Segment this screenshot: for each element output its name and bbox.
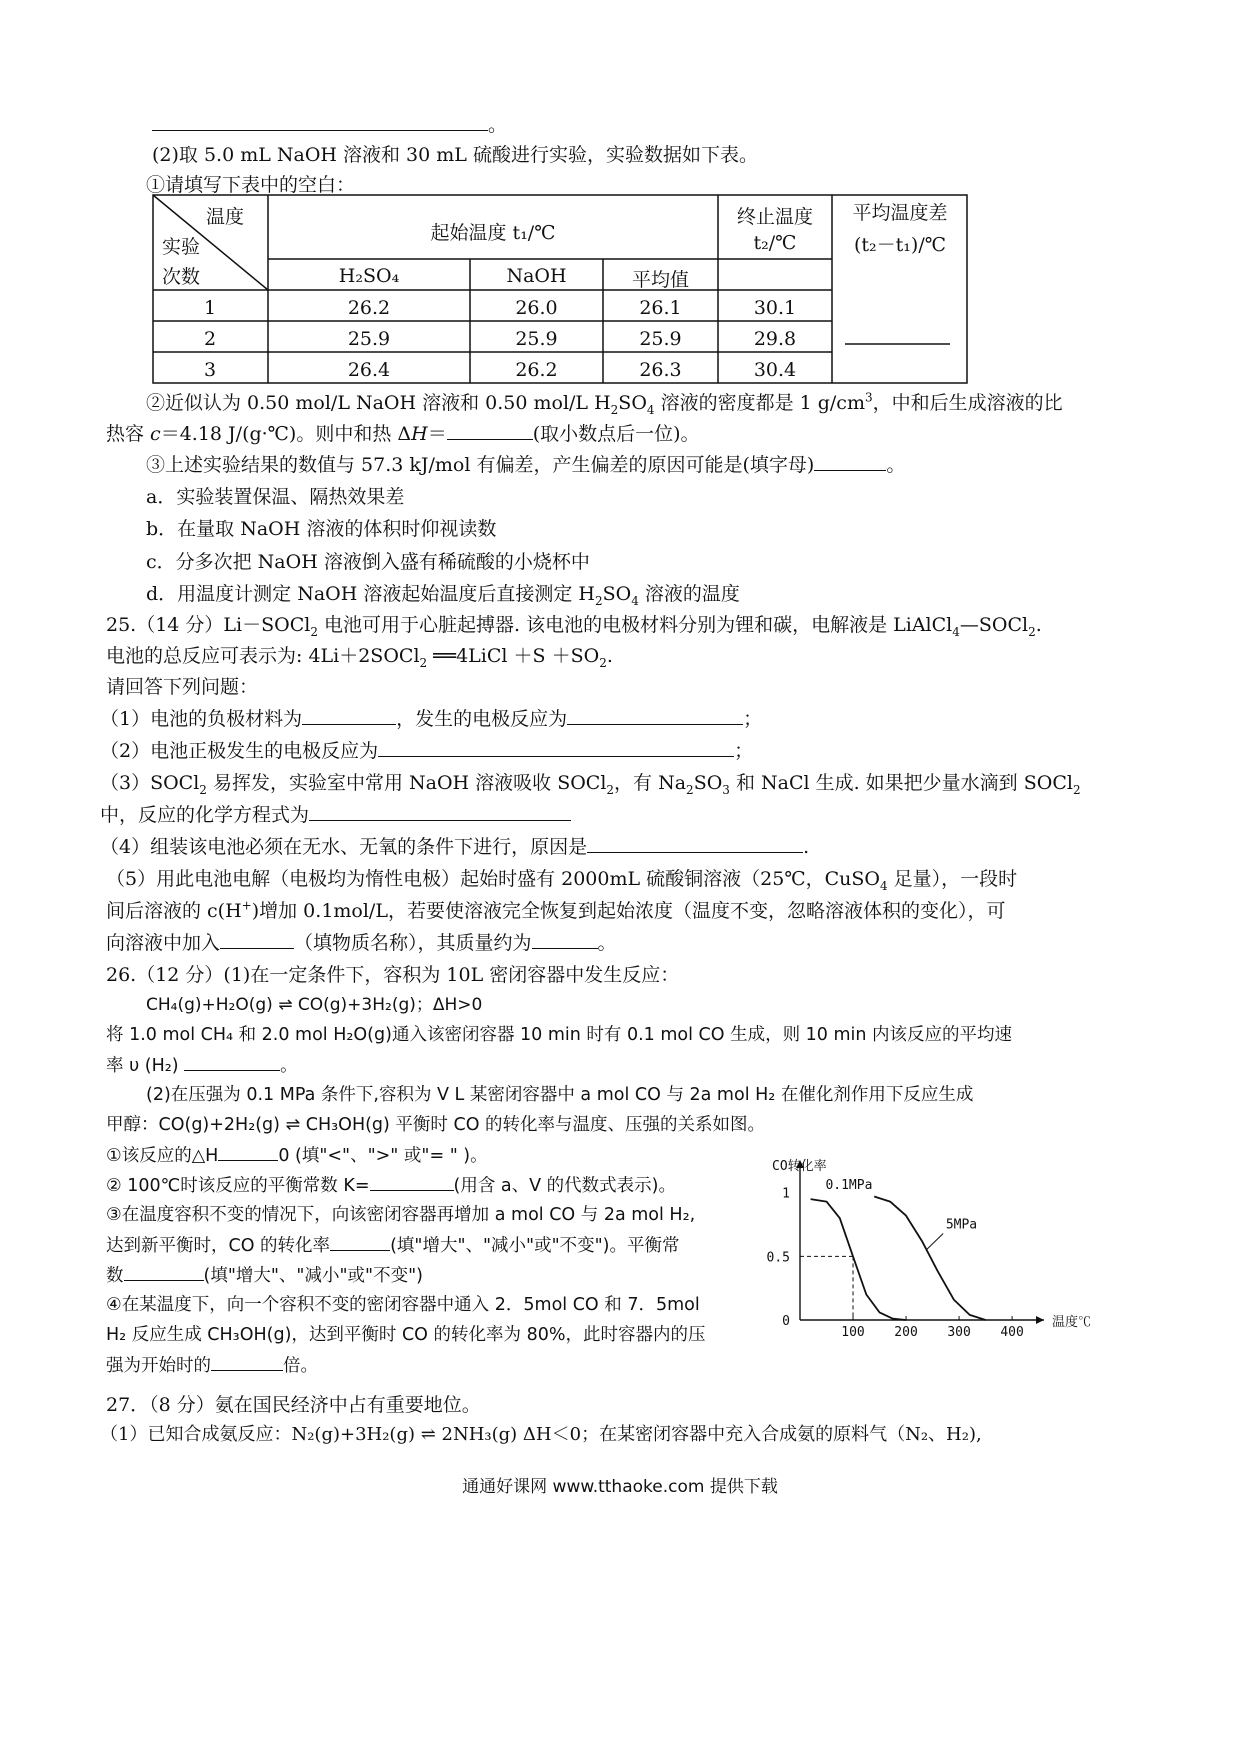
table-cell: 30.1 xyxy=(753,297,797,319)
q25-line-1: 25.（14 分）Li－SOCl$_2$ 电池可用于心脏起搏器. 该电池的电极材料分别为锂和碳，电解液是 LiAlCl$_4$—SOCl$_2$. xyxy=(106,614,1042,639)
text: 向溶液中加入 xyxy=(106,932,221,954)
text: ； xyxy=(743,708,763,730)
y-tick-label: 0.5 xyxy=(766,1250,790,1266)
text: SO xyxy=(602,583,632,605)
table-cell: 26.2 xyxy=(515,359,558,381)
text: 数 xyxy=(106,1266,124,1286)
text: (填"增大"、"减小"或"不变") xyxy=(203,1266,423,1286)
header-avg-diff-2: (t₂－t₁)/℃ xyxy=(854,234,946,256)
q26-sub-1 xyxy=(106,1142,488,1169)
text: 间后溶液的 c(H xyxy=(106,900,242,922)
table-cell: 26.2 xyxy=(347,297,391,319)
text: (填"增大"、"减小"或"不变")。平衡常 xyxy=(390,1236,680,1256)
header-end-temp-2: t₂/℃ xyxy=(753,232,797,254)
q26-line-3: 将 1.0 mol CH₄ 和 2.0 mol H₂O(g)通入该密闭容器 10 min 时有 0.1 mol CO 生成，则 10 min 内该反应的平均速 xyxy=(106,1025,1013,1045)
text: )增加 0.1mol/L，若要使溶液完全恢复到起始浓度（温度不变，忽略溶液体积的变化），可 xyxy=(251,900,1006,922)
answer-blank[interactable] xyxy=(567,706,743,725)
text: 强为开始时的 xyxy=(106,1356,211,1376)
diag-label-temp: 温度 xyxy=(206,206,245,228)
item-3-line xyxy=(146,452,905,478)
text: （1）电池的负极材料为 xyxy=(100,708,303,730)
text: H xyxy=(411,423,428,445)
q26-line-1: 26.（12 分）(1)在一定条件下，容积为 10L 密闭容器中发生反应： xyxy=(106,964,680,986)
answer-blank[interactable] xyxy=(330,1232,390,1251)
q25-sub-5-line-3 xyxy=(106,930,617,956)
table-cell: 3 xyxy=(203,359,217,381)
text: d．用温度计测定 NaOH 溶液起始温度后直接测定 H xyxy=(146,583,595,605)
text: 。 xyxy=(597,932,617,954)
text: 热容 xyxy=(106,423,151,445)
text: SO xyxy=(693,772,723,794)
text: ①该反应的△H xyxy=(106,1146,219,1166)
option-b: b．在量取 NaOH 溶液的体积时仰视读数 xyxy=(146,518,497,540)
table-cell: 29.8 xyxy=(753,328,797,350)
answer-blank[interactable] xyxy=(302,706,396,725)
y-tick-label: 1 xyxy=(782,1186,790,1202)
text: ②近似认为 0.50 mol/L NaOH 溶液和 0.50 mol/L H xyxy=(146,392,611,414)
q26-sub-3-line-2 xyxy=(106,1232,680,1259)
text: （填物质名称），其质量约为 xyxy=(294,932,532,954)
q25-line-2: 电池的总反应可表示为: 4Li＋2SOCl$_2$ ══4LiCl $+S +SO_2$. xyxy=(106,645,613,670)
answer-blank[interactable] xyxy=(184,1052,280,1071)
answer-blank[interactable] xyxy=(218,1142,278,1161)
q25-sub-3-line-2 xyxy=(100,802,571,828)
table-cell: 26.0 xyxy=(515,297,558,319)
page-footer: 通通好课网 www.tthaoke.com 提供下载 xyxy=(462,1477,778,1497)
answer-blank[interactable] xyxy=(378,738,734,757)
answer-blank[interactable] xyxy=(152,112,488,131)
answer-blank[interactable] xyxy=(211,1352,283,1371)
text: ② 100℃时该反应的平衡常数 K= xyxy=(106,1176,370,1196)
chart-title: CO转化率 xyxy=(772,1159,827,1174)
text: 易挥发，实验室中常用 NaOH 溶液吸收 SOCl xyxy=(206,772,607,794)
series-label-high-pressure: 5MPa xyxy=(945,1217,978,1233)
answer-blank[interactable] xyxy=(447,421,533,440)
q27-line-2: （1）已知合成氨反应：N₂(g)+3H₂(g) ⇌ 2NH₃(g) ΔH＜0；在某密闭容器中充入合成氨的原料气（N₂、H₂), xyxy=(100,1424,982,1445)
item-2-line-1: ②近似认为 0.50 mol/L NaOH 溶液和 0.50 mol/L $H_2SO_4$ 溶液的密度都是 1 $g/cm^3$，中和后生成溶液的比 xyxy=(146,390,1063,417)
subheader-avg: 平均值 xyxy=(631,269,689,291)
q25-sub-1 xyxy=(100,706,762,732)
text: (取小数点后一位)。 xyxy=(532,423,700,445)
x-axis-label: 温度℃ xyxy=(1052,1315,1092,1330)
text: 达到新平衡时，CO 的转化率 xyxy=(106,1236,331,1256)
text: 电池的总反应可表示为: 4Li＋2SOCl xyxy=(106,645,420,667)
series-line-high-pressure xyxy=(874,1197,985,1321)
text: SO xyxy=(618,392,647,414)
text: ＝ xyxy=(427,423,447,445)
text: ＝4.18 J/(g·℃)。则中和热 Δ xyxy=(160,423,412,445)
answer-blank[interactable] xyxy=(124,1262,204,1281)
table-cell: 26.3 xyxy=(639,359,682,381)
header-end-temp-1: 终止温度 xyxy=(736,206,813,228)
answer-blank[interactable] xyxy=(532,930,598,949)
section-2-intro: (2)取 5.0 mL NaOH 溶液和 30 mL 硫酸进行实验，实验数据如下表。 xyxy=(152,144,758,166)
series-line-low-pressure xyxy=(811,1199,906,1320)
q26-equation: CH₄(g)+H₂O(g) ⇌ CO(g)+3H₂(g)；ΔH>0 xyxy=(146,995,483,1015)
text: 和 NaCl 生成. 如果把少量水滴到 SOCl xyxy=(729,772,1073,794)
series-label-leader xyxy=(926,1233,943,1250)
table-cell: 26.4 xyxy=(347,359,391,381)
subheader-naoh: NaOH xyxy=(506,265,567,287)
top-answer-line xyxy=(152,112,507,138)
q26-sub-4-line-2: H₂ 反应生成 CH₃OH(g)，达到平衡时 CO 的转化率为 80%，此时容器内的压 xyxy=(106,1325,706,1345)
header-start-temp: 起始温度 t₁/℃ xyxy=(430,222,556,244)
item-2-line-2 xyxy=(106,421,700,447)
text: c xyxy=(150,423,161,445)
answer-blank[interactable] xyxy=(370,1172,454,1191)
co-conversion-chart xyxy=(760,1150,1092,1350)
table-cell: 1 xyxy=(203,297,217,319)
text: （5）用此电池电解（电极均为惰性电极）起始时盛有 2000mL 硫酸铜溶液（25℃，CuSO xyxy=(106,868,880,890)
text: 溶液的密度都是 1 g/cm xyxy=(654,392,865,414)
answer-blank[interactable] xyxy=(220,930,294,949)
text: （2）电池正极发生的电极反应为 xyxy=(100,740,379,762)
q26-part-2-line-2: 甲醇：CO(g)+2H₂(g) ⇌ CH₃OH(g) 平衡时 CO 的转化率与温度、压强的关系如图。 xyxy=(106,1115,766,1135)
text: 倍。 xyxy=(283,1356,318,1376)
table-cell: 25.9 xyxy=(515,328,558,350)
x-tick-label: 400 xyxy=(1000,1325,1024,1340)
x-tick-label: 100 xyxy=(841,1325,865,1340)
text: ，中和后生成溶液的比 xyxy=(872,392,1063,414)
text: (用含 a、V 的代数式表示)。 xyxy=(453,1176,676,1196)
text: 溶液的温度 xyxy=(638,583,740,605)
table-instruction: ①请填写下表中的空白： xyxy=(146,174,356,196)
text: . xyxy=(606,645,613,667)
text: ； xyxy=(734,740,754,762)
header-avg-diff-1: 平均温度差 xyxy=(852,202,948,224)
q26-sub-3-line-1: ③在温度容积不变的情况下，向该密闭容器再增加 a mol CO 与 2a mol H₂, xyxy=(106,1205,696,1225)
text: ，有 Na xyxy=(614,772,687,794)
q26-sub-4-line-3 xyxy=(106,1352,318,1379)
q26-line-4 xyxy=(106,1052,298,1079)
answer-blank[interactable] xyxy=(587,834,803,853)
q26-part-2-line-1: (2)在压强为 0.1 MPa 条件下,容积为 V L 某密闭容器中 a mol CO 与 2a mol H₂ 在催化剂作用下反应生成 xyxy=(146,1085,974,1105)
subheader-h2so4: H₂SO₄ xyxy=(338,265,400,287)
text: . xyxy=(1035,614,1042,636)
period: 。 xyxy=(488,114,508,136)
q26-sub-3-line-3 xyxy=(106,1262,423,1289)
text: ，发生的电极反应为 xyxy=(396,708,568,730)
option-c: c．分多次把 NaOH 溶液倒入盛有稀硫酸的小烧杯中 xyxy=(146,551,590,573)
table-cell: 25.9 xyxy=(347,328,391,350)
q25-prompt: 请回答下列问题： xyxy=(106,676,259,698)
table-cell: 2 xyxy=(203,328,217,350)
q26-sub-2 xyxy=(106,1172,676,1199)
q26-sub-4-line-1: ④在某温度下，向一个容积不变的密闭容器中通入 2．5mol CO 和 7．5mol xyxy=(106,1295,700,1315)
text: 25.（14 分）Li－SOCl xyxy=(106,614,311,636)
text: （4）组装该电池必须在无水、无氧的条件下进行，原因是 xyxy=(100,836,588,858)
q25-sub-5-line-1: （5）用此电池电解（电极均为惰性电极）起始时盛有 2000mL 硫酸铜溶液（25℃，CuSO$_4$ 足量），一段时 xyxy=(106,868,1018,893)
text: （3）SOCl xyxy=(100,772,200,794)
answer-blank[interactable] xyxy=(309,802,571,821)
text: —SOCl xyxy=(959,614,1029,636)
text: ③上述实验结果的数值与 57.3 kJ/mol 有偏差，产生偏差的原因可能是(填字母) xyxy=(146,454,815,476)
x-tick-label: 300 xyxy=(947,1325,971,1340)
x-tick-label: 200 xyxy=(894,1325,918,1340)
q25-sub-5-line-2: 间后溶液的 c(H+)增加 0.1mol/L，若要使溶液完全恢复到起始浓度（温度不变，忽略溶液体积的变化），可 xyxy=(106,898,1006,922)
text: 电池可用于心脏起搏器. 该电池的电极材料分别为锂和碳，电解液是 LiAlCl xyxy=(317,614,953,636)
table-cell: 26.1 xyxy=(639,297,682,319)
text: . xyxy=(803,836,810,858)
x-axis-arrow xyxy=(1036,1316,1044,1324)
answer-blank[interactable] xyxy=(814,452,886,471)
series-label-low-pressure: 0.1MPa xyxy=(825,1177,873,1193)
option-d: d．用温度计测定 NaOH 溶液起始温度后直接测定 $H_2SO_4$ 溶液的温度 xyxy=(146,583,740,608)
text: 足量），一段时 xyxy=(887,868,1018,890)
q25-sub-4 xyxy=(100,834,809,860)
text: 率 υ (H₂) xyxy=(106,1056,185,1076)
text: ══4LiCl ＋S ＋SO xyxy=(427,645,600,667)
diag-label-count: 次数 xyxy=(162,266,201,288)
q27-line-1: 27．（8 分）氨在国民经济中占有重要地位。 xyxy=(106,1394,481,1416)
q25-sub-2 xyxy=(100,738,753,764)
table-cell: 25.9 xyxy=(639,328,682,350)
text: 。 xyxy=(886,454,906,476)
table-cell: 30.4 xyxy=(753,359,797,381)
text: 中，反应的化学方程式为 xyxy=(100,804,310,826)
text: 。 xyxy=(280,1056,298,1076)
option-a: a．实验装置保温、隔热效果差 xyxy=(146,486,405,508)
y-tick-label: 0 xyxy=(782,1314,790,1329)
diag-label-exp: 实验 xyxy=(162,236,201,258)
q25-sub-3-line-1: （3）SOCl$_2$ 易挥发，实验室中常用 NaOH 溶液吸收 SOCl$_2$，有 $Na_2SO_3$ 和 NaCl 生成. 如果把少量水滴到 SOCl$_2$ xyxy=(100,772,1081,797)
text: 0 (填"<"、">" 或"= " )。 xyxy=(278,1146,488,1166)
